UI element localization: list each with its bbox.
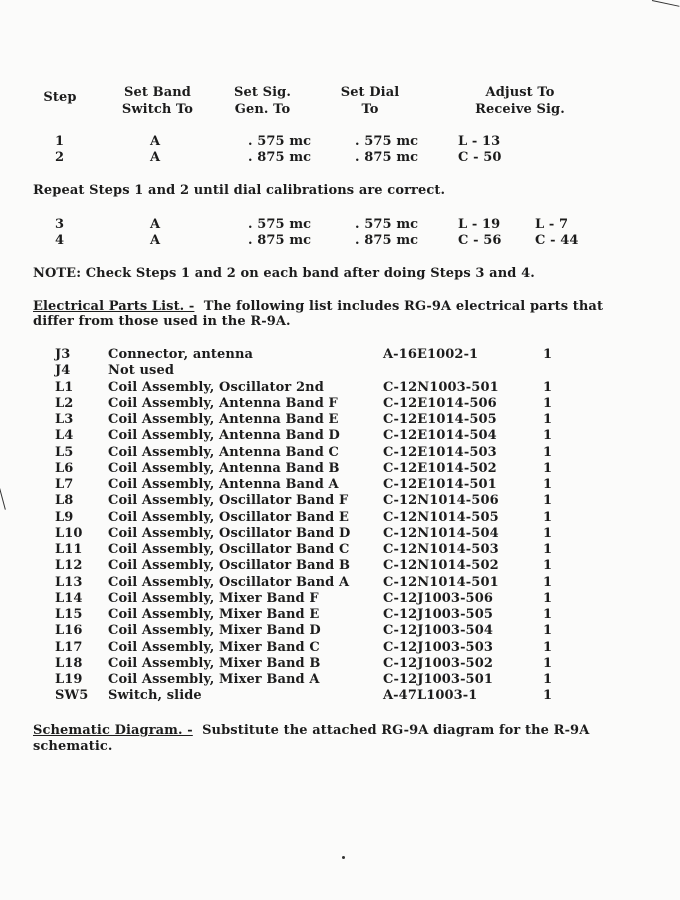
- alignment-row: [0, 233, 680, 249]
- gen-value: . 875 mc: [248, 150, 312, 165]
- note-paragraph: NOTE: Check Steps 1 and 2 on each band after doing Steps 3 and 4.: [33, 266, 535, 281]
- part-ref: L11: [55, 542, 83, 557]
- part-description: Coil Assembly, Antenna Band E: [108, 412, 339, 427]
- parts-row: [0, 688, 680, 704]
- parts-intro-line2: differ from those used in the R-9A.: [33, 314, 291, 329]
- part-description: Coil Assembly, Oscillator Band F: [108, 493, 349, 509]
- part-ref: L6: [55, 460, 74, 476]
- part-number: C-12J1003-502: [383, 655, 493, 671]
- part-description: Coil Assembly, Antenna Band B: [108, 460, 340, 476]
- parts-row: [0, 558, 680, 574]
- dial-value: . 575 mc: [355, 134, 419, 149]
- part-ref: L19: [55, 672, 83, 687]
- part-ref: L2: [55, 395, 74, 411]
- part-number: C-12N1003-501: [383, 379, 499, 395]
- parts-heading: Electrical Parts List. -: [33, 299, 195, 314]
- part-number: C-12E1014-501: [383, 477, 497, 492]
- parts-row: [0, 526, 680, 542]
- part-number: C-12N1014-504: [383, 525, 499, 541]
- part-quantity: 1: [543, 395, 553, 411]
- parts-row: [0, 428, 680, 444]
- part-description: Coil Assembly, Oscillator Band E: [108, 509, 349, 525]
- gen-value: . 575 mc: [248, 134, 312, 149]
- adjust-value-2: L - 7: [535, 217, 569, 232]
- part-ref: J4: [55, 363, 71, 379]
- part-number: C-12N1014-503: [383, 542, 499, 557]
- part-ref: L7: [55, 477, 74, 492]
- part-description: Coil Assembly, Mixer Band A: [108, 672, 320, 687]
- part-description: Not used: [108, 363, 175, 379]
- gen-value: . 875 mc: [248, 233, 312, 248]
- band-value: A: [150, 134, 161, 149]
- header-set-sig: Set Sig. Gen. To: [234, 85, 291, 117]
- parts-row: [0, 445, 680, 461]
- part-quantity: 1: [543, 623, 553, 639]
- part-number: C-12E1014-502: [383, 460, 497, 476]
- scan-mark: [652, 0, 680, 7]
- alignment-row: [0, 134, 680, 150]
- parts-row: [0, 396, 680, 412]
- part-quantity: 1: [543, 525, 553, 541]
- band-value: A: [150, 217, 161, 232]
- schematic-heading: Schematic Diagram. -: [33, 723, 193, 738]
- part-ref: L10: [55, 525, 83, 541]
- part-quantity: 1: [543, 542, 553, 557]
- adjust-value-2: C - 44: [535, 233, 579, 248]
- part-number: C-12N1014-501: [383, 574, 499, 590]
- part-description: Coil Assembly, Oscillator Band B: [108, 558, 351, 574]
- part-quantity: 1: [543, 460, 553, 476]
- header-set-dial: Set Dial To: [340, 85, 400, 117]
- part-number: C-12J1003-506: [383, 590, 493, 606]
- part-quantity: 1: [543, 477, 553, 492]
- part-quantity: 1: [543, 412, 553, 427]
- repeat-steps-note: Repeat Steps 1 and 2 until dial calibrations are correct.: [33, 183, 446, 198]
- parts-row: [0, 656, 680, 672]
- scan-dot: [342, 856, 345, 859]
- part-ref: L9: [55, 509, 74, 525]
- part-ref: L4: [55, 428, 74, 444]
- part-description: Coil Assembly, Antenna Band D: [108, 428, 340, 444]
- part-description: Coil Assembly, Antenna Band C: [108, 444, 339, 460]
- part-ref: L15: [55, 607, 83, 622]
- part-quantity: 1: [543, 655, 553, 671]
- part-number: A-16E1002-1: [383, 347, 479, 362]
- part-ref: L18: [55, 655, 83, 671]
- part-number: A-47L1003-1: [383, 688, 478, 704]
- parts-row: [0, 510, 680, 526]
- part-quantity: 1: [543, 379, 553, 395]
- parts-intro-text: The following list includes RG-9A electrical parts that: [203, 299, 604, 314]
- gen-value: . 575 mc: [248, 217, 312, 232]
- parts-row: [0, 607, 680, 623]
- part-number: C-12E1014-505: [383, 412, 497, 427]
- part-ref: L17: [55, 639, 83, 655]
- parts-row: [0, 623, 680, 639]
- header-set-band: Set Band Switch To: [121, 85, 194, 117]
- part-description: Coil Assembly, Mixer Band F: [108, 590, 319, 606]
- parts-row: [0, 347, 680, 363]
- adjust-value: C - 50: [458, 150, 502, 165]
- part-ref: J3: [55, 347, 71, 362]
- part-number: C-12N1014-506: [383, 493, 499, 509]
- parts-intro-line1: [33, 299, 603, 314]
- step-number: 2: [55, 150, 65, 165]
- part-description: Coil Assembly, Oscillator 2nd: [108, 379, 324, 395]
- part-quantity: 1: [543, 347, 553, 362]
- step-number: 4: [55, 233, 65, 248]
- part-ref: L12: [55, 558, 83, 574]
- part-ref: L14: [55, 590, 83, 606]
- part-quantity: 1: [543, 688, 553, 704]
- part-quantity: 1: [543, 672, 553, 687]
- part-number: C-12J1003-501: [383, 672, 493, 687]
- part-quantity: 1: [543, 574, 553, 590]
- parts-row: [0, 542, 680, 558]
- parts-row: [0, 591, 680, 607]
- part-description: Coil Assembly, Antenna Band F: [108, 395, 338, 411]
- part-quantity: 1: [543, 428, 553, 444]
- part-number: C-12E1014-503: [383, 444, 497, 460]
- step-number: 3: [55, 217, 65, 232]
- adjust-value: C - 56: [458, 233, 502, 248]
- parts-row: [0, 380, 680, 396]
- part-ref: L16: [55, 623, 83, 639]
- band-value: A: [150, 233, 161, 248]
- alignment-row: [0, 150, 680, 166]
- parts-row: [0, 412, 680, 428]
- parts-row: [0, 672, 680, 688]
- parts-row: [0, 363, 680, 379]
- part-ref: L8: [55, 493, 74, 509]
- part-description: Coil Assembly, Oscillator Band D: [108, 525, 351, 541]
- part-description: Coil Assembly, Mixer Band D: [108, 623, 321, 639]
- part-ref: L5: [55, 444, 74, 460]
- header-step: Step: [43, 90, 77, 105]
- part-description: Coil Assembly, Mixer Band E: [108, 607, 320, 622]
- part-number: C-12J1003-504: [383, 623, 493, 639]
- parts-row: [0, 575, 680, 591]
- part-description: Coil Assembly, Antenna Band A: [108, 477, 339, 492]
- dial-value: . 875 mc: [355, 150, 419, 165]
- schematic-line2: schematic.: [33, 739, 113, 754]
- part-ref: SW5: [55, 688, 89, 704]
- part-quantity: 1: [543, 590, 553, 606]
- dial-value: . 875 mc: [355, 233, 419, 248]
- adjust-value: L - 19: [458, 217, 501, 232]
- part-description: Coil Assembly, Oscillator Band A: [108, 574, 350, 590]
- part-number: C-12N1014-505: [383, 509, 499, 525]
- band-value: A: [150, 150, 161, 165]
- part-description: Connector, antenna: [108, 347, 254, 362]
- part-quantity: 1: [543, 493, 553, 509]
- part-ref: L13: [55, 574, 83, 590]
- part-number: C-12E1014-506: [383, 395, 497, 411]
- part-quantity: 1: [543, 607, 553, 622]
- part-quantity: 1: [543, 558, 553, 574]
- parts-row: [0, 461, 680, 477]
- adjust-value: L - 13: [458, 134, 501, 149]
- header-adjust-to: Adjust To Receive Sig.: [475, 85, 565, 117]
- part-description: Switch, slide: [108, 688, 202, 704]
- part-number: C-12J1003-503: [383, 639, 493, 655]
- part-ref: L3: [55, 412, 74, 427]
- part-description: Coil Assembly, Mixer Band C: [108, 639, 320, 655]
- part-number: C-12E1014-504: [383, 428, 497, 444]
- step-number: 1: [55, 134, 65, 149]
- part-number: C-12J1003-505: [383, 607, 493, 622]
- parts-row: [0, 477, 680, 493]
- schematic-text: Substitute the attached RG-9A diagram for the R-9A: [202, 723, 590, 738]
- part-description: Coil Assembly, Oscillator Band C: [108, 542, 350, 557]
- part-quantity: 1: [543, 509, 553, 525]
- part-number: C-12N1014-502: [383, 558, 499, 574]
- dial-value: . 575 mc: [355, 217, 419, 232]
- schematic-line1: [33, 723, 589, 738]
- part-ref: L1: [55, 379, 74, 395]
- part-quantity: 1: [543, 444, 553, 460]
- parts-row: [0, 493, 680, 509]
- parts-row: [0, 640, 680, 656]
- alignment-row: [0, 217, 680, 233]
- part-description: Coil Assembly, Mixer Band B: [108, 655, 321, 671]
- part-quantity: 1: [543, 639, 553, 655]
